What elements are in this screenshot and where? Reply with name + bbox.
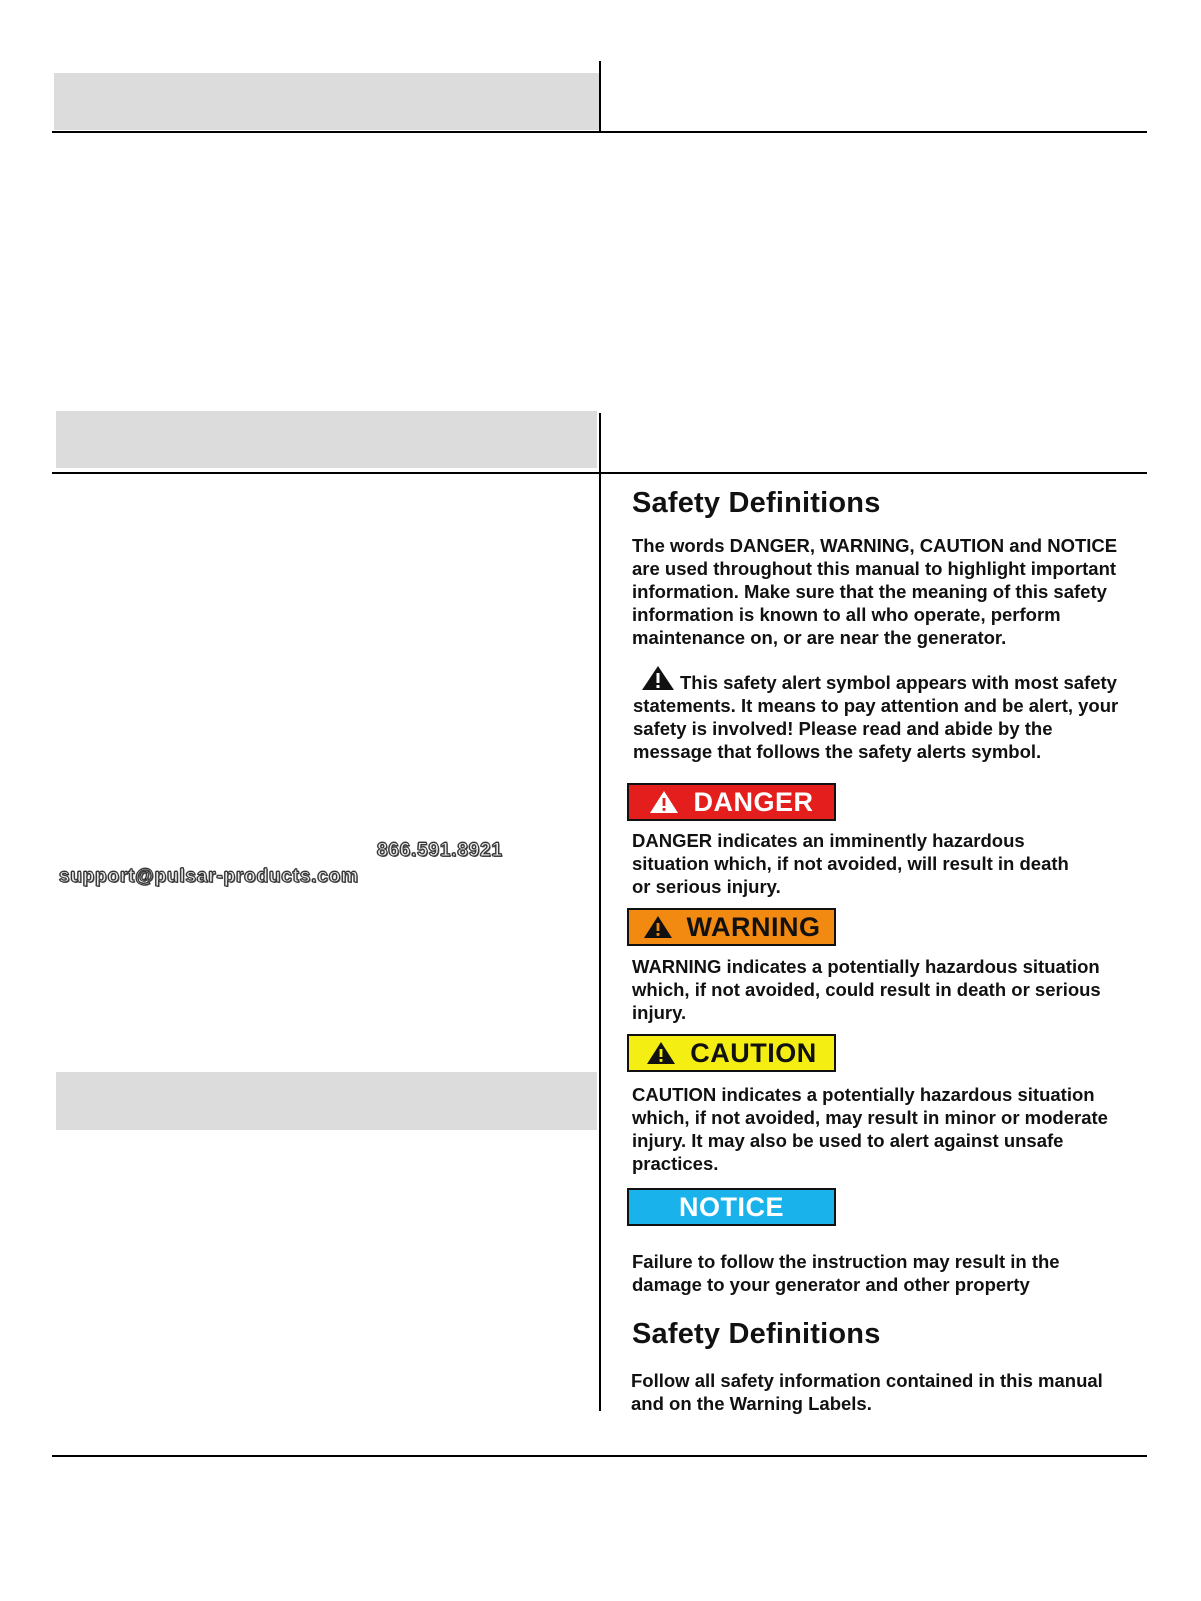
- safety-definitions-title: Safety Definitions: [632, 487, 881, 519]
- notice-label: [627, 1188, 836, 1226]
- danger-text: DANGER indicates an imminently hazardous situation which, if not avoided, will result in death or serious injury.: [632, 830, 1069, 897]
- bottom-rule: [52, 1455, 1147, 1457]
- left-section-bar: [56, 1072, 597, 1130]
- top-header-bar: [54, 73, 599, 130]
- danger-alert-icon: [649, 790, 679, 814]
- column-divider: [599, 413, 601, 1411]
- section-rule: [52, 472, 1147, 474]
- caution-label: [627, 1034, 836, 1072]
- follow-safety-text: Follow all safety information contained in this manual and on the Warning Labels.: [631, 1370, 1103, 1414]
- warning-text: WARNING indicates a potentially hazardous situation which, if not avoided, could result in death or serious injury.: [632, 956, 1101, 1023]
- alert-symbol-text: This safety alert symbol appears with most safety statements. It means to pay attention and be alert, your safety is involved! Please read and abide by the message that follows the safety alerts symbol.: [633, 672, 1119, 762]
- support-phone: 866.591.8921: [377, 840, 503, 861]
- section-header-bar: [56, 411, 597, 468]
- danger-label-text: DANGER: [693, 786, 814, 817]
- caution-label-text: CAUTION: [690, 1037, 817, 1068]
- warning-label: [627, 908, 836, 946]
- top-header-divider: [599, 61, 601, 131]
- warning-alert-icon: [643, 915, 673, 939]
- danger-label: [627, 783, 836, 821]
- warning-label-text: WARNING: [686, 911, 821, 942]
- top-rule: [52, 131, 1147, 133]
- caution-alert-icon: [646, 1041, 676, 1065]
- notice-label-text: NOTICE: [678, 1191, 784, 1222]
- caution-text: CAUTION indicates a potentially hazardous situation which, if not avoided, may result in minor or moderate injury. It may also be used to alert against unsafe practices.: [632, 1084, 1108, 1174]
- safety-definitions-title-2: Safety Definitions: [632, 1318, 881, 1350]
- notice-text: Failure to follow the instruction may result in the damage to your generator and other property: [632, 1251, 1060, 1295]
- safety-intro-text: The words DANGER, WARNING, CAUTION and NOTICE are used throughout this manual to highlight important information. Make sure that the meaning of this safety information is known to all who operate, perform maintenance on, or are near the generator.: [632, 535, 1118, 648]
- support-email: support@pulsar-products.com: [59, 866, 359, 887]
